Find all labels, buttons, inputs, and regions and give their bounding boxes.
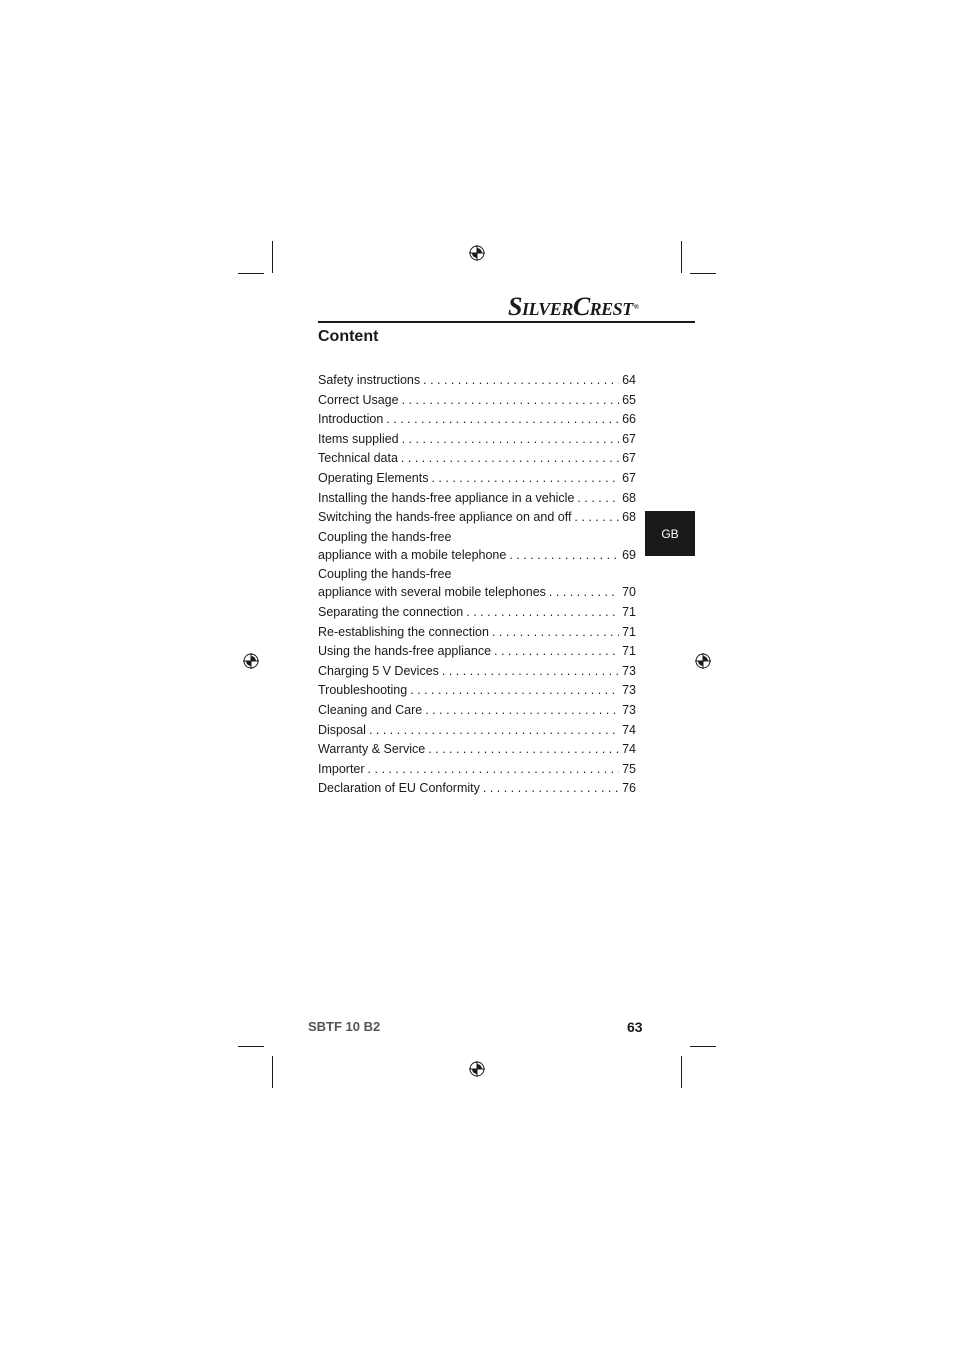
toc-entry-row [318,701,636,721]
toc-entry-page: 67 [622,470,636,485]
toc-entry-page: 70 [622,585,636,600]
toc-entry[interactable] [318,740,636,760]
toc-entry-label-line1: Coupling the hands-free [318,529,452,544]
toc-dot-leader [509,546,619,566]
toc-entry[interactable] [318,662,636,682]
toc-entry-page: 73 [622,702,636,717]
toc-dot-leader [386,410,619,430]
model-number: SBTF 10 B2 [308,1019,381,1034]
toc-entry-page: 74 [622,742,636,757]
toc-entry-label: Using the hands-free appliance [318,644,492,659]
crop-mark-top-left-horizontal [238,273,264,274]
toc-entry-row [318,469,636,489]
toc-entry-label: appliance with several mobile telephones [318,585,546,600]
toc-entry-row [318,489,636,509]
toc-entry-row [318,779,636,799]
toc-entry-page: 68 [622,510,636,525]
toc-dot-leader [494,642,619,662]
page-title: Content [318,328,379,345]
toc-entry[interactable] [318,391,636,411]
toc-entry[interactable] [318,603,636,623]
toc-dot-leader [369,721,619,741]
toc-dot-leader [368,760,620,780]
toc-entry[interactable] [318,469,636,489]
toc-entry-label: Declaration of EU Conformity [318,781,480,796]
table-of-contents [318,371,636,799]
toc-entry-page: 66 [622,412,636,427]
toc-entry-page: 65 [622,392,636,407]
toc-entry-page: 69 [622,547,636,562]
toc-entry[interactable] [318,623,636,643]
toc-entry-page: 76 [622,781,636,796]
toc-entry-page: 71 [622,644,636,659]
toc-entry-row [318,410,636,430]
toc-entry-label-line1: Coupling the hands-free [318,567,452,582]
toc-entry[interactable] [318,508,636,528]
toc-dot-leader [574,508,619,528]
toc-dot-leader [483,779,619,799]
toc-dot-leader [401,449,619,469]
toc-entry-label: Troubleshooting [318,683,408,698]
crop-mark-bottom-right-horizontal [690,1046,716,1047]
page-number: 63 [627,1019,643,1035]
toc-entry[interactable] [318,642,636,662]
toc-entry-page: 73 [622,683,636,698]
toc-entry-row [318,740,636,760]
toc-entry-row [318,508,636,528]
toc-dot-leader [431,469,619,489]
toc-entry[interactable] [318,371,636,391]
toc-entry-row [318,642,636,662]
registration-mark-right-icon [694,652,712,670]
toc-entry[interactable] [318,779,636,799]
toc-entry-page: 74 [622,722,636,737]
toc-entry[interactable] [318,681,636,701]
toc-entry-label: Switching the hands-free appliance on and off [318,510,572,525]
toc-entry-label: Cleaning and Care [318,702,423,717]
toc-entry-row [318,546,636,566]
toc-entry-page: 73 [622,663,636,678]
toc-entry-row [318,371,636,391]
toc-dot-leader [423,371,619,391]
toc-entry-label: Installing the hands-free appliance in a vehicle [318,490,575,505]
toc-dot-leader [402,430,619,450]
toc-entry-row [318,391,636,411]
toc-dot-leader [442,662,619,682]
toc-entry-page: 71 [622,624,636,639]
crop-mark-top-right-horizontal [690,273,716,274]
toc-entry-label: appliance with a mobile telephone [318,547,507,562]
toc-dot-leader [410,681,619,701]
toc-dot-leader [492,623,619,643]
toc-entry[interactable] [318,410,636,430]
toc-entry-page: 67 [622,431,636,446]
toc-entry-page: 68 [622,490,636,505]
toc-entry-label: Importer [318,761,365,776]
toc-entry-row [318,721,636,741]
toc-entry[interactable] [318,449,636,469]
toc-entry-row [318,760,636,780]
registration-mark-top-icon [468,244,486,262]
toc-entry[interactable] [318,721,636,741]
toc-entry[interactable] [318,760,636,780]
toc-entry-label: Separating the connection [318,604,464,619]
crop-mark-top-left-vertical [272,241,273,273]
toc-entry-page: 75 [622,761,636,776]
crop-mark-bottom-left-horizontal [238,1046,264,1047]
toc-dot-leader [402,391,620,411]
toc-entry-label: Correct Usage [318,392,399,407]
toc-entry-label: Disposal [318,722,366,737]
toc-dot-leader [577,489,619,509]
toc-entry-row [318,603,636,623]
registration-mark-bottom-icon [468,1060,486,1078]
toc-entry-page: 71 [622,604,636,619]
header-rule [318,321,695,323]
toc-entry-row [318,583,636,603]
toc-entry[interactable] [318,489,636,509]
toc-entry[interactable] [318,565,636,603]
toc-entry-row [318,662,636,682]
language-tab: GB [645,511,695,556]
crop-mark-top-right-vertical [681,241,682,273]
toc-entry-label: Introduction [318,412,384,427]
silvercrest-logo: SILVERCREST® [508,292,639,321]
toc-entry-label: Operating Elements [318,470,429,485]
toc-entry[interactable] [318,701,636,721]
toc-entry[interactable] [318,430,636,450]
toc-entry-label: Warranty & Service [318,742,426,757]
toc-entry-label: Safety instructions [318,373,421,387]
crop-mark-bottom-right-vertical [681,1056,682,1088]
toc-entry-label: Items supplied [318,431,399,446]
toc-entry-label: Re-establishing the connection [318,624,489,639]
toc-entry-label: Charging 5 V Devices [318,663,439,678]
toc-dot-leader [425,701,619,721]
toc-entry-page: 67 [622,451,636,466]
registration-mark-left-icon [242,652,260,670]
toc-entry-row [318,449,636,469]
crop-mark-bottom-left-vertical [272,1056,273,1088]
toc-dot-leader [428,740,619,760]
toc-dot-leader [549,583,619,603]
toc-entry-page: 64 [622,373,636,387]
toc-dot-leader [466,603,619,623]
toc-entry-row [318,430,636,450]
toc-entry-row [318,681,636,701]
toc-entry[interactable] [318,528,636,566]
toc-entry-row [318,623,636,643]
toc-entry-label: Technical data [318,451,398,466]
